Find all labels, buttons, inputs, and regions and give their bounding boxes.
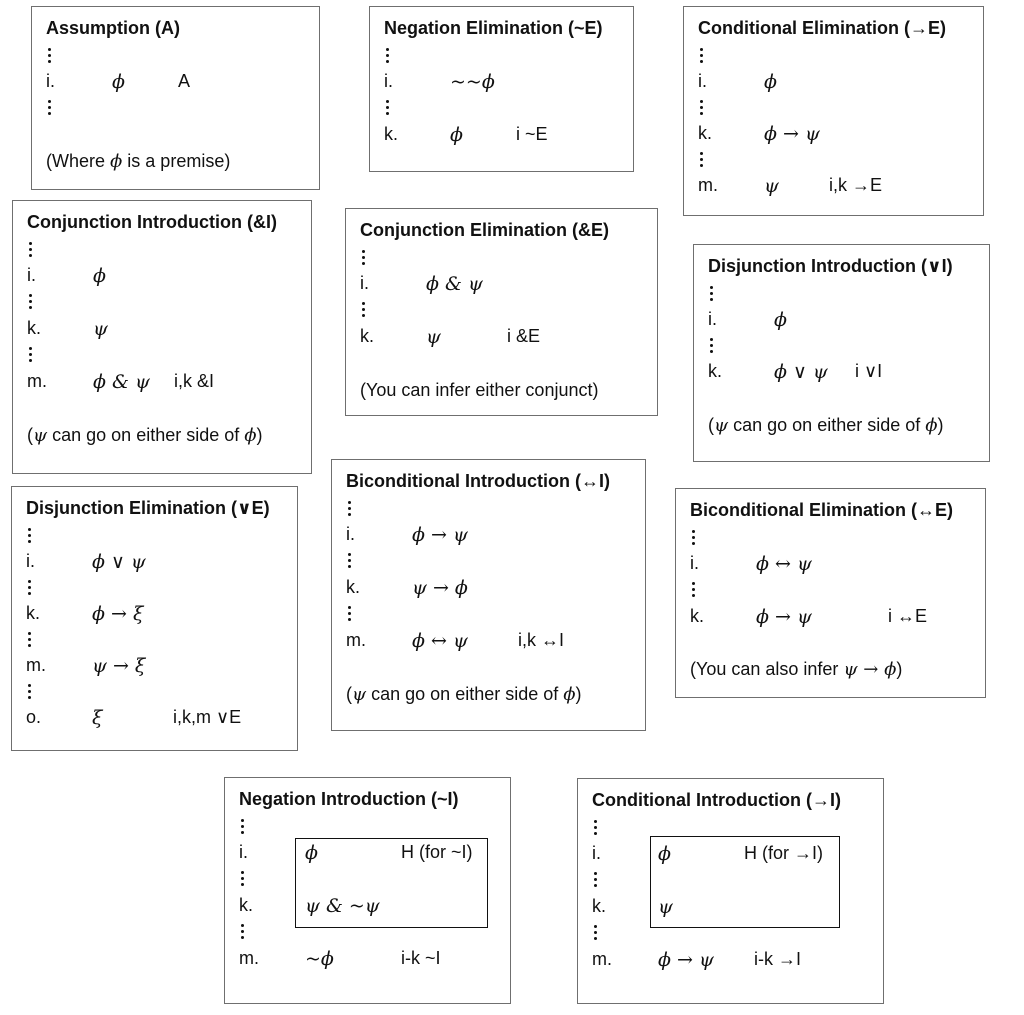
proof-line [12,551,297,575]
line-number: o. [26,707,42,727]
vertical-ellipsis-icon [29,242,32,260]
proof-line [32,71,319,95]
line-number: k. [239,895,254,915]
rule-note: (Where ϕ is a premise) [46,151,231,172]
proof-line [332,630,645,654]
proof-line [370,71,633,95]
proof-line [225,895,510,919]
proof-line [676,606,985,630]
line-number: i. [360,273,369,293]
proof-line [12,655,297,679]
line-justification: i &E [507,326,541,346]
line-number: k. [592,896,607,916]
vertical-ellipsis-icon [29,294,32,312]
line-formula: ϕ [450,124,463,146]
line-formula: ϕ → ξ [92,603,144,625]
line-formula: ϕ [305,842,318,864]
vertical-ellipsis-icon [594,925,597,943]
line-number: k. [690,606,705,626]
line-number: k. [708,361,723,381]
line-justification: H (for →I) [744,843,823,863]
line-justification: i ↔E [888,606,928,626]
rule-note: (You can also infer ψ → ϕ) [690,659,903,680]
line-formula: ψ [658,896,673,918]
vertical-ellipsis-icon [28,684,31,702]
line-formula: ϕ [658,843,671,865]
line-justification: i ~E [516,124,548,144]
proof-line [13,371,311,395]
line-formula: ψ [426,326,441,348]
proof-line [13,318,311,342]
proof-line [578,949,883,973]
line-number: m. [346,630,366,650]
line-number: m. [26,655,46,675]
vertical-ellipsis-icon [362,250,365,268]
rule-card-negation-elimination [369,6,634,172]
vertical-ellipsis-icon [692,530,695,548]
proof-line [684,123,983,147]
line-justification: i,k →E [829,175,883,195]
rule-title: Negation Elimination (~E) [384,18,603,38]
line-number: i. [592,843,601,863]
line-formula: ϕ → ψ [658,949,714,971]
line-justification: i-k →I [754,949,801,969]
rule-card-disjunction-elimination [11,486,298,751]
proof-line [332,524,645,548]
line-formula: ϕ [93,265,106,287]
rule-title: Negation Introduction (~I) [239,789,459,809]
rule-note: (You can infer either conjunct) [360,380,599,400]
rule-title: Conditional Elimination (→E) [698,18,946,38]
line-number: i. [27,265,36,285]
line-justification: i,k,m ∨E [173,707,242,727]
rule-card-conditional-elimination [683,6,984,216]
line-number: k. [346,577,361,597]
rule-title: Conjunction Introduction (&I) [27,212,277,232]
proof-line [370,124,633,148]
line-formula: ξ [92,707,103,729]
vertical-ellipsis-icon [700,152,703,170]
proof-line [225,842,510,866]
vertical-ellipsis-icon [594,872,597,890]
proof-line [694,361,989,385]
proof-line [676,553,985,577]
vertical-ellipsis-icon [386,48,389,66]
vertical-ellipsis-icon [348,501,351,519]
line-justification: i,k &I [174,371,215,391]
vertical-ellipsis-icon [28,580,31,598]
line-formula: ψ [93,318,108,340]
proof-line [578,896,883,920]
rule-title: Biconditional Introduction (↔I) [346,471,610,491]
vertical-ellipsis-icon [48,100,51,118]
line-formula: ϕ → ψ [756,606,812,628]
line-number: k. [26,603,41,623]
proof-line [684,175,983,199]
line-justification: i,k ↔I [518,630,565,650]
vertical-ellipsis-icon [241,924,244,942]
line-formula: ψ → ϕ [412,577,468,599]
line-number: i. [690,553,699,573]
rule-card-biconditional-introduction [331,459,646,731]
vertical-ellipsis-icon [28,528,31,546]
vertical-ellipsis-icon [700,100,703,118]
proof-line [694,309,989,333]
line-formula: ϕ ∨ ψ [774,361,828,383]
proof-line [12,707,297,731]
vertical-ellipsis-icon [710,286,713,304]
line-number: m. [27,371,47,391]
line-formula: ~~ϕ [450,71,495,93]
line-justification: i-k ~I [401,948,441,968]
line-formula: ϕ → ψ [412,524,468,546]
line-number: i. [239,842,248,862]
line-formula: ϕ ∨ ψ [92,551,146,573]
line-formula: ϕ [774,309,787,331]
proof-line [225,948,510,972]
line-formula: ϕ ↔ ψ [756,553,812,575]
rule-note: (ψ can go on either side of ϕ) [708,415,944,436]
line-number: i. [708,309,717,329]
line-number: i. [26,551,35,571]
proof-line [346,273,657,297]
line-justification: A [178,71,191,91]
rule-card-disjunction-introduction [693,244,990,462]
rule-card-conditional-introduction [577,778,884,1004]
rule-title: Conditional Introduction (→I) [592,790,841,810]
proof-line [13,265,311,289]
proof-line [578,843,883,867]
line-number: k. [698,123,713,143]
line-formula: ϕ & ψ [426,273,483,295]
line-formula: ϕ [112,71,125,93]
proof-line [332,577,645,601]
proof-line [346,326,657,350]
vertical-ellipsis-icon [241,819,244,837]
line-formula: ϕ [764,71,777,93]
line-number: m. [239,948,259,968]
proof-line [684,71,983,95]
line-number: m. [698,175,718,195]
line-number: i. [346,524,355,544]
line-number: i. [46,71,55,91]
line-number: k. [384,124,399,144]
vertical-ellipsis-icon [594,820,597,838]
rule-card-assumption [31,6,320,190]
line-formula: ϕ → ψ [764,123,820,145]
line-number: k. [27,318,42,338]
vertical-ellipsis-icon [692,582,695,600]
proof-line [12,603,297,627]
vertical-ellipsis-icon [29,347,32,365]
rule-title: Disjunction Introduction (∨I) [708,256,953,276]
rule-title: Conjunction Elimination (&E) [360,220,609,240]
rule-card-conjunction-elimination [345,208,658,416]
line-number: i. [384,71,393,91]
vertical-ellipsis-icon [362,302,365,320]
line-number: k. [360,326,375,346]
rule-title: Assumption (A) [46,18,180,38]
vertical-ellipsis-icon [386,100,389,118]
line-formula: ϕ ↔ ψ [412,630,468,652]
rule-card-conjunction-introduction [12,200,312,474]
line-number: i. [698,71,707,91]
line-number: m. [592,949,612,969]
vertical-ellipsis-icon [348,606,351,624]
rule-title: Disjunction Elimination (∨E) [26,498,270,518]
line-justification: H (for ~I) [401,842,473,862]
line-formula: ψ [764,175,779,197]
rule-card-negation-introduction [224,777,511,1004]
line-formula: ϕ & ψ [93,371,150,393]
rule-card-biconditional-elimination [675,488,986,698]
vertical-ellipsis-icon [48,48,51,66]
vertical-ellipsis-icon [700,48,703,66]
line-formula: ~ϕ [305,948,334,970]
line-formula: ψ → ξ [92,655,146,677]
vertical-ellipsis-icon [710,338,713,356]
vertical-ellipsis-icon [348,553,351,571]
line-justification: i ∨I [855,361,883,381]
line-formula: ψ & ~ψ [305,895,380,917]
vertical-ellipsis-icon [28,632,31,650]
rule-title: Biconditional Elimination (↔E) [690,500,953,520]
vertical-ellipsis-icon [241,871,244,889]
rule-note: (ψ can go on either side of ϕ) [346,684,582,705]
rule-note: (ψ can go on either side of ϕ) [27,425,263,446]
